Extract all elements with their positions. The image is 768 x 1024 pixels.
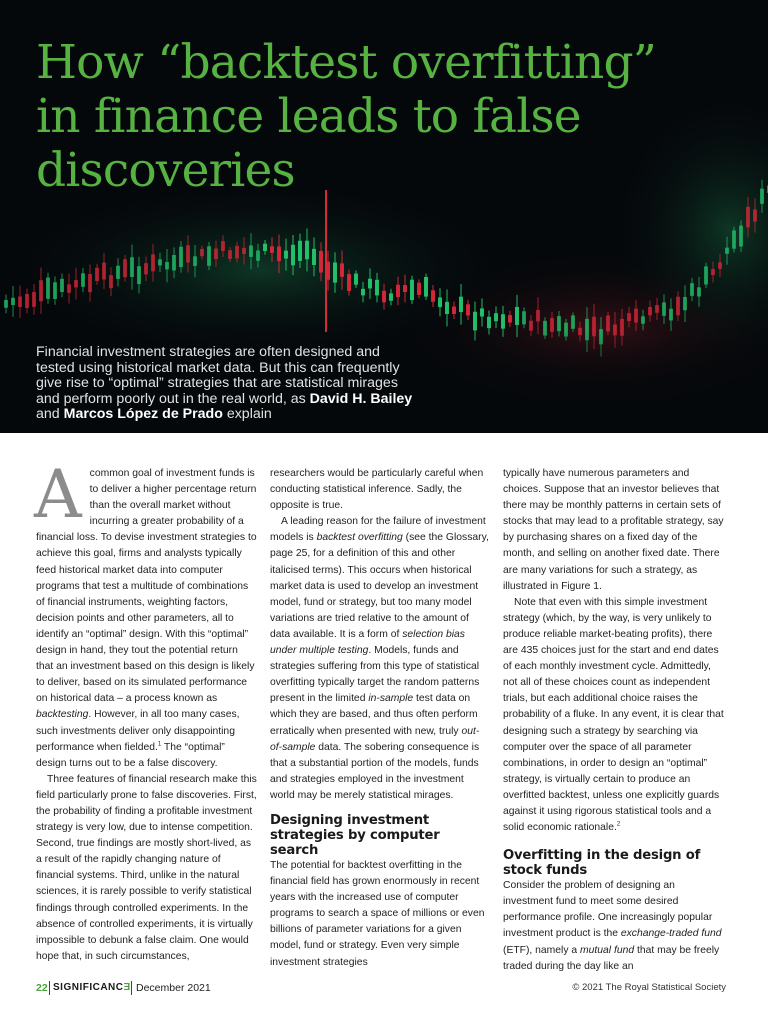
- body-column-1: [34, 456, 257, 965]
- standfirst-text: Financial investment strategies are often designed and tested using historical market data. But this can frequently give rise to “optimal” strategies that are statistical mirages and perform poorly out in the real world, as: [36, 344, 400, 407]
- candle-body: [522, 311, 526, 324]
- candle-body: [487, 317, 491, 328]
- candle-body: [39, 280, 43, 301]
- candle-body: [732, 230, 736, 248]
- candle-body: [746, 207, 750, 227]
- candle-body: [179, 247, 183, 267]
- candle-body: [704, 266, 708, 284]
- paragraph: Consider the problem of designing an investment fund to meet some desired performance profile. One increasingly popular investment product is the exchange-traded fund (ETF), namely a mutual fund that may be freely traded during the day like an: [503, 880, 722, 972]
- footnote-ref-1: 1: [157, 741, 162, 748]
- candle-body: [60, 279, 64, 292]
- candle-body: [501, 314, 505, 328]
- candle-body: [81, 273, 85, 287]
- candle-body: [648, 307, 652, 315]
- paragraph: A leading reason for the failure of investment models is backtest overfitting (see the Glossary, page 25, for a definition of this and other italicised terms). This occurs when historical market data is used to develop an investment model, fund or strategy, but too many model variations are tried relative to the amount of data available. It is a form of selection bias under multiple testing. Models, funds and strategies suffering from this type of statistical overfitting typically target the random patterns present in the limited in-sample test data on which they are based, and thus often perform erratically when presented with new, truly out-of-sample data. The sobering consequence is that a substantial portion of the models, funds and strategies employed in the investment world may be merely statistical mirages.: [270, 516, 489, 801]
- hero-banner: [0, 0, 768, 433]
- candle-body: [102, 263, 106, 280]
- candle-body: [389, 293, 393, 300]
- candle-body: [263, 244, 267, 251]
- candle-body: [4, 300, 8, 308]
- candle-body: [459, 297, 463, 312]
- candle-body: [529, 321, 533, 331]
- standfirst: [36, 345, 416, 423]
- candle-body: [508, 315, 512, 322]
- candle-body: [466, 304, 470, 315]
- candle-body: [683, 297, 687, 310]
- candle-body: [725, 248, 729, 254]
- candle-body: [676, 297, 680, 316]
- title-line-2: in finance leads to false: [36, 89, 581, 144]
- candle-body: [284, 251, 288, 259]
- candle-body: [95, 268, 99, 281]
- candle-body: [186, 245, 190, 262]
- candle-body: [32, 292, 36, 307]
- candle-body: [74, 280, 78, 287]
- candle-body: [109, 275, 113, 288]
- candle-body: [403, 285, 407, 292]
- candle-body: [67, 284, 71, 292]
- paragraph: Acommon goal of investment funds is to deliver a higher percentage return than the overall market without incurring a greater probability of a financial loss. To devise investment strategies to achieve this goal, firms and analysts typically feed historical market data into computer programs that test a multitude of combinations of financial instruments, weighting factors, decision points and other parameters, all to identify an “optimal” design. With this “optimal” design in hand, they tout the potential return that an investment based on this design is likely to deliver, based on its simulated performance on historical data – a process known as backtesting. However, in all too many cases, such investments deliver only disappointing performance when fielded.$^1$ The “optimal” design turns out to be a false discovery.: [34, 456, 257, 769]
- candle-body: [165, 262, 169, 269]
- magazine-logo: SIGNIFICANCƎ: [53, 982, 131, 993]
- candle-body: [753, 209, 757, 221]
- candle-body: [417, 283, 421, 295]
- title-line-1: How “backtest overfitting”: [36, 35, 656, 90]
- paragraph: Note that even with this simple investment strategy (which, by the way, is very unlikely to produce reliable market-beating profits), there are 435 choices just for the start and end dates of each monthly investment cycle. Admittedly, not all of these choices count as independent trials, but each additional choice raises the probability of a fluke. In any event, it is clear that designing such a strategy by searching via computer over the space of all parameter combinations, in order to design an “optimal” strategy, is virtually certain to produce an overfitted backtest, unless one explicitly guards against it using rigorous statistical tools and a solid economic rationale.$^2$: [503, 596, 724, 834]
- candle-body: [396, 285, 400, 297]
- candle-body: [571, 315, 575, 328]
- author-2: Marcos López de Prado: [63, 406, 223, 423]
- page-footer: [36, 982, 726, 996]
- drop-cap: A: [34, 456, 82, 533]
- candle-body: [11, 298, 15, 305]
- candle-body: [697, 287, 701, 296]
- section-heading-computer-search: Designing investment strategies by computer search: [270, 812, 440, 858]
- paragraph: typically have numerous parameters and choices. Suppose that an investor believes that there may be monthly patterns in certain sets of stocks that may lead to a profitable strategy, say by purchasing shares on a fixed day of the month, and selling on another fixed date. There are many variations for such a strategy, as illustrated in Figure 1.: [503, 468, 724, 592]
- candle-body: [452, 307, 456, 314]
- candle-body: [333, 262, 337, 282]
- candle-body: [305, 241, 309, 260]
- candle-body: [53, 282, 57, 299]
- candle-body: [368, 279, 372, 289]
- article-title: [36, 36, 736, 198]
- candle-body: [46, 278, 50, 299]
- candle-body: [711, 269, 715, 275]
- candle-body: [193, 256, 197, 266]
- candle-body: [354, 274, 358, 285]
- candle-body: [536, 310, 540, 322]
- candle-body: [690, 283, 694, 296]
- candle-body: [347, 274, 351, 291]
- candle-body: [669, 309, 673, 321]
- candle-body: [550, 318, 554, 332]
- candle-body: [319, 251, 323, 273]
- body-column-2: [270, 466, 491, 971]
- candle-body: [242, 248, 246, 254]
- candle-body: [445, 302, 449, 314]
- candle-body: [137, 266, 141, 284]
- candle-body: [221, 241, 225, 251]
- candle-body: [256, 250, 260, 260]
- candle-body: [494, 313, 498, 321]
- paragraph: The potential for backtest overfitting in the financial field has grown enormously in recent years with the increased use of computer programs to search a space of millions or even billions of parameter variations for a given model, fund or strategy. Even very simple investment strategies: [270, 859, 485, 968]
- candle-body: [158, 259, 162, 265]
- candle-body: [739, 226, 743, 247]
- paragraph: researchers would be particularly careful when conducting statistical inference. Sadly, the opposite is true.: [270, 468, 484, 512]
- candle-body: [298, 241, 302, 261]
- candle-body: [606, 316, 610, 332]
- candle-body: [340, 263, 344, 276]
- candle-body: [431, 290, 435, 302]
- candle-body: [214, 249, 218, 259]
- candle-body: [480, 308, 484, 316]
- author-1: David H. Bailey: [309, 390, 413, 407]
- copyright-notice: © 2021 The Royal Statistical Society: [572, 982, 726, 993]
- candle-body: [410, 280, 414, 300]
- footer-divider: [49, 981, 50, 995]
- standfirst-tail: explain: [222, 406, 272, 423]
- body-column-3: [503, 466, 724, 975]
- candle-body: [270, 246, 274, 252]
- candle-body: [375, 280, 379, 296]
- candle-body: [760, 189, 764, 204]
- footer-divider: [131, 981, 132, 995]
- candle-body: [515, 307, 519, 325]
- candle-body: [438, 297, 442, 307]
- candle-body: [627, 313, 631, 321]
- candle-body: [235, 246, 239, 258]
- section-heading-stock-funds: Overfitting in the design of stock funds: [503, 848, 701, 879]
- title-line-3: discoveries: [36, 143, 295, 198]
- candle-body: [473, 312, 477, 331]
- candle-body: [655, 305, 659, 313]
- candle-body: [424, 277, 428, 297]
- candle-body: [207, 246, 211, 265]
- candle-body: [718, 262, 722, 268]
- candle-body: [123, 259, 127, 277]
- candle-body: [172, 255, 176, 270]
- standfirst-and: and: [36, 406, 64, 423]
- candle-body: [25, 294, 29, 308]
- candle-body: [116, 266, 120, 279]
- candle-body: [144, 263, 148, 274]
- candle-body: [634, 309, 638, 323]
- candle-body: [200, 249, 204, 256]
- candle-body: [361, 289, 365, 296]
- page-number: 22: [36, 982, 48, 994]
- candle-body: [291, 245, 295, 266]
- candle-body: [641, 316, 645, 323]
- issue-date: December 2021: [136, 982, 211, 994]
- candle-body: [151, 254, 155, 271]
- candle-body: [130, 257, 134, 277]
- candle-body: [18, 296, 22, 307]
- candle-body: [312, 249, 316, 265]
- candle-body: [228, 250, 232, 259]
- candle-body: [557, 316, 561, 331]
- candle-body: [382, 291, 386, 303]
- candle-body: [88, 274, 92, 292]
- footnote-ref-2: 2: [616, 821, 621, 828]
- candle-body: [662, 302, 666, 315]
- candle-body: [277, 247, 281, 262]
- paragraph: Three features of financial research make this field particularly prone to false discoveries. First, the probability of finding a profitable investment strategy is very low, due to intense competition. Second, true findings are mostly short-lived, as a result of the rapidly changing nature of financial systems. Third, unlike in the natural sciences, it is rarely possible to verify statistical findings through controlled experiments. In the absence of controlled experiments, it is virtually impossible to debunk a false claim. One would hope that, in such circumstances,: [36, 773, 257, 962]
- candle-body: [249, 246, 253, 257]
